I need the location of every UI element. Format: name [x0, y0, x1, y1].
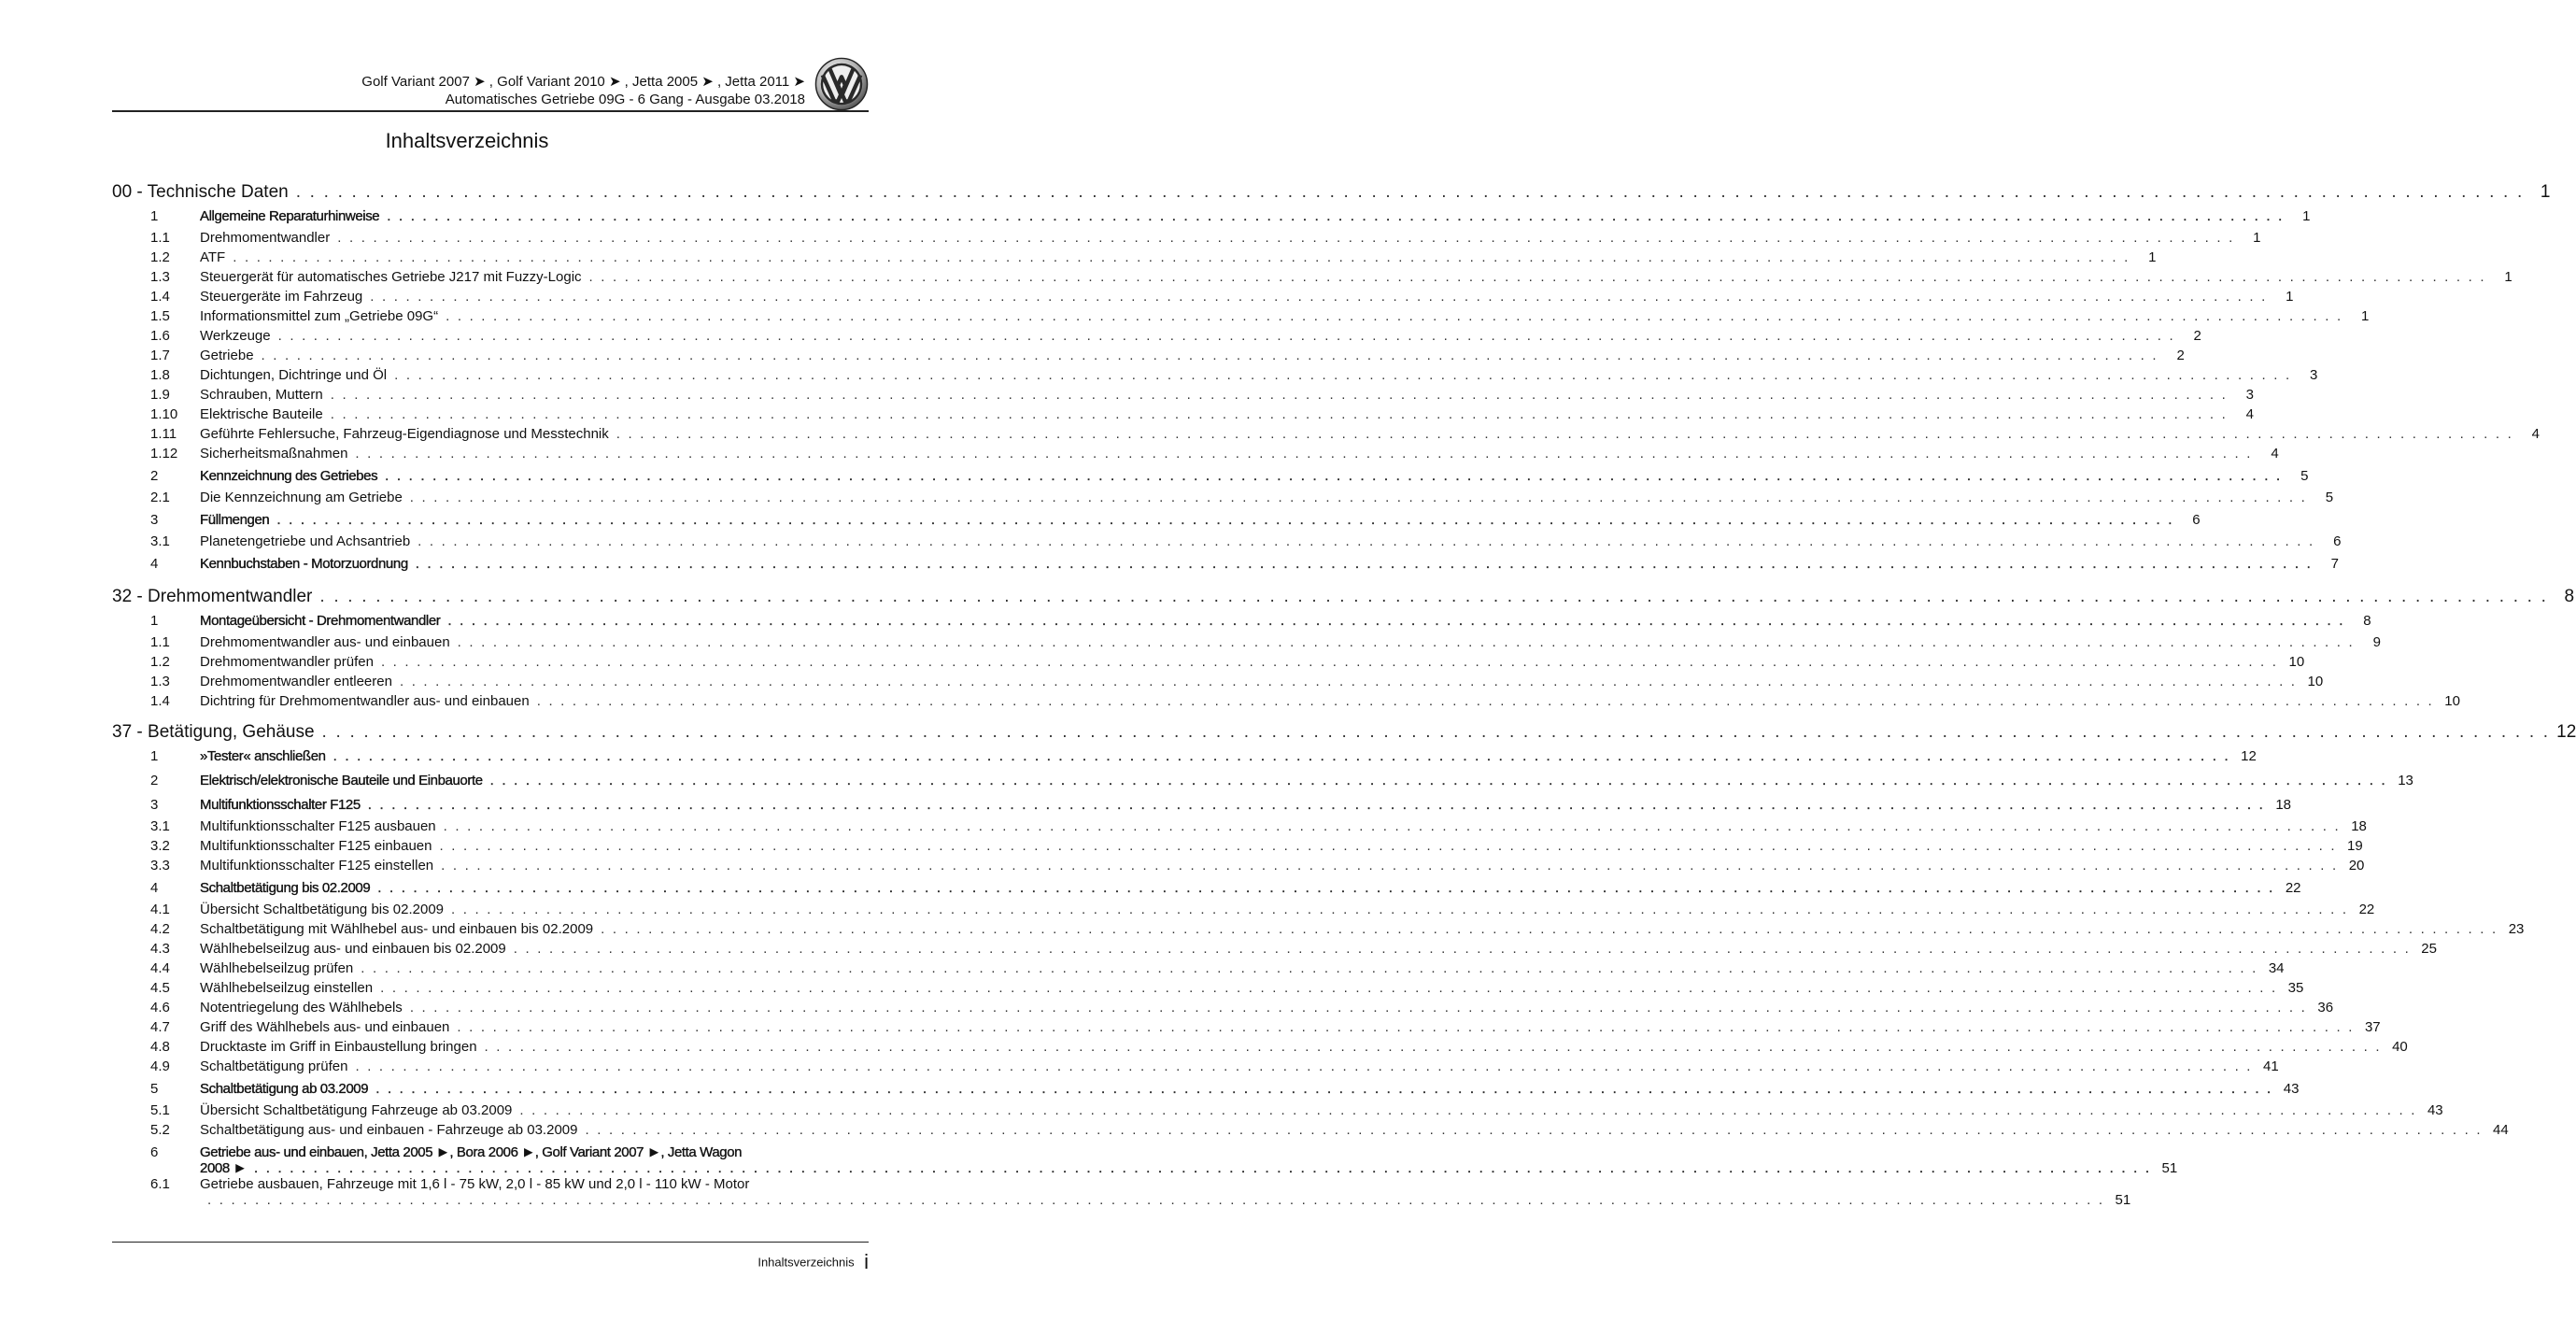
toc-section[interactable]	[112, 468, 2309, 490]
toc-entry-label: Multifunktionsschalter F125 einbauen	[200, 838, 432, 854]
toc-item[interactable]	[112, 960, 2285, 980]
dot-leader: . . . . . . . . . . . . . . . . . . . . . . . . . . . . . . . . . . . . . . . . . . . . . . . . . . . . . . . . . . . . . . . . . . . . . . . . . . . . . . . . . . . . . . . . . . . . . . . . . . . . . . . . . . . . . . . . . . . . . . . . . . . . . . . . . . . . . . . . . . . . . . . . . . . . . . . . . . . . . . . .	[380, 980, 2278, 996]
toc-page-number: 6	[2333, 533, 2342, 549]
dot-leader: . . . . . . . . . . . . . . . . . . . . . . . . . . . . . . . . . . . . . . . . . . . . . . . . . . . . . . . . . . . . . . . . . . . . . . . . . . . . . . . . . . . . . . . . . . . . . . . . . . . . . . . . . . . . . . . . . . . . . . . . . . . . . . . . . . . . . . . . . . . . . . . . . . . . . . . . . . . . . . . .	[409, 490, 2308, 505]
toc-item[interactable]	[112, 693, 2460, 713]
toc-entry-label: Steuergerät für automatisches Getriebe J217 mit Fuzzy-Logic	[200, 269, 582, 285]
toc-item[interactable]	[112, 230, 2261, 249]
toc-entry-label: Geführte Fehlersuche, Fahrzeug-Eigendiagnose und Messtechnik	[200, 426, 609, 442]
toc-page-number: 9	[2372, 634, 2381, 650]
toc-entry-number: 2	[150, 773, 159, 788]
toc-page-number: 3	[2245, 387, 2254, 403]
toc-item[interactable]	[112, 1122, 2509, 1142]
toc-entry-label: Dichtring für Drehmomentwandler aus- und einbauen	[200, 693, 530, 709]
toc-entry-label: Planetengetriebe und Achsantrieb	[200, 533, 411, 549]
dot-leader: . . . . . . . . . . . . . . . . . . . . . . . . . . . . . . . . . . . . . . . . . . . . . . . . . . . . . . . . . . . . . . . . . . . . . . . . . . . . . . . . . . . . . . . . . . . . . . . . . . . . . . . . . . . . . . . . . . . . . . . . . . . . . . . . . . . . . . . . . . . . . . . . . . . . . . . . . . . . . . . .	[375, 1081, 2273, 1097]
dot-leader: . . . . . . . . . . . . . . . . . . . . . . . . . . . . . . . . . . . . . . . . . . . . . . . . . . . . . . . . . . . . . . . . . . . . . . . . . . . . . . . . . . . . . . . . . . . . . . . . . . . . . . . . . . . . . . . . . . . . . . . . . . . . . . . . . . . . . . . . . . . . . . . . . . . . . . . . . . . . . . . .	[394, 367, 2292, 383]
dot-leader: . . . . . . . . . . . . . . . . . . . . . . . . . . . . . . . . . . . . . . . . . . . . . . . . . . . . . . . . . . . . . . . . . . . . . . . . . . . . . . . . . . . . . . . . . . . . . . . . . . . . . . . . . . . . . . . . . . . . . . . . . . . . . . . . . . . . . . . . . . . . . . . . . . . . . . . . . . . . . . . .	[321, 722, 2551, 742]
toc-entry-label: Wählhebelseilzug einstellen	[200, 980, 374, 996]
toc-section[interactable]	[112, 613, 2371, 634]
toc-entry-number: 3	[150, 512, 159, 528]
toc-entry-label: Informationsmittel zum „Getriebe 09G“	[200, 308, 439, 324]
dot-leader: . . . . . . . . . . . . . . . . . . . . . . . . . . . . . . . . . . . . . . . . . . . . . . . . . . . . . . . . . . . . . . . . . . . . . . . . . . . . . . . . . . . . . . . . . . . . . . . . . . . . . . . . . . . . . . . . . . . . . . . . . . . . . . . . . . . . . . . . . . . . . . . . . . . . . . . . . . . . . . . .	[446, 308, 2343, 324]
toc-section[interactable]	[112, 1144, 2178, 1176]
dot-leader: . . . . . . . . . . . . . . . . . . . . . . . . . . . . . . . . . . . . . . . . . . . . . . . . . . . . . . . . . . . . . . . . . . . . . . . . . . . . . . . . . . . . . . . . . . . . . . . . . . . . . . . . . . . . . . . . . . . . . . . . . . . . . . . . . . . . . . . . . . . . . . . . . . . . . . . . . . . . . . . .	[380, 654, 2279, 670]
toc-page-number: 2	[2193, 328, 2201, 344]
toc-item[interactable]	[112, 921, 2525, 941]
header-vehicle-models: Golf Variant 2007 ➤ , Golf Variant 2010 ➤ , Jetta 2005 ➤ , Jetta 2011 ➤	[361, 74, 805, 90]
dot-leader: . . . . . . . . . . . . . . . . . . . . . . . . . . . . . . . . . . . . . . . . . . . . . . . . . . . . . . . . . . . . . . . . . . . . . . . . . . . . . . . . . . . . . . . . . . . . . . . . . . . . . . . . . . . . . . . . . . . . . . . . . . . . . . . . . . . . . . . . . . . . . . . . . . . . . . . . . . . . . . . .	[333, 748, 2230, 764]
toc-entry-number: 1	[150, 613, 159, 629]
toc-entry-number: 1.2	[150, 654, 170, 670]
toc-entry-number: 1.6	[150, 328, 170, 344]
toc-entry-number: 4	[150, 556, 159, 572]
toc-entry-number: 1.8	[150, 367, 170, 383]
toc-entry-number: 1.2	[150, 249, 170, 265]
toc-page-number: 20	[2348, 858, 2365, 874]
dot-leader: . . . . . . . . . . . . . . . . . . . . . . . . . . . . . . . . . . . . . . . . . . . . . . . . . . . . . . . . . . . . . . . . . . . . . . . . . . . . . . . . . . . . . . . . . . . . . . . . . . . . . . . . . . . . . . . . . . . . . . . . . . . . . . . . . . . . . . . . . . . . . . . . . . . . . . . . . . . . . . . .	[451, 902, 2349, 917]
toc-entry-label: 37 - Betätigung, Gehäuse	[112, 722, 315, 742]
toc-entry-label-continued: 2008 ►	[200, 1160, 247, 1176]
toc-entry-label: Füllmengen	[200, 512, 270, 528]
toc-item[interactable]	[112, 858, 2365, 877]
toc-entry-label: Sicherheitsmaßnahmen	[200, 446, 348, 462]
toc-entry-label: Notentriegelung des Wählhebels	[200, 1000, 403, 1016]
toc-page-number: 18	[2351, 818, 2367, 834]
toc-section[interactable]	[112, 748, 2257, 770]
toc-section[interactable]	[112, 208, 2311, 230]
vw-logo-icon	[814, 57, 869, 111]
toc-entry-number: 1.7	[150, 348, 170, 363]
toc-entry-label: Drucktaste im Griff in Einbaustellung bringen	[200, 1039, 477, 1055]
toc-page-number: 36	[2317, 1000, 2334, 1016]
toc-item[interactable]	[112, 941, 2437, 960]
toc-item[interactable]	[112, 1058, 2279, 1078]
toc-page-number: 1	[2148, 249, 2157, 265]
toc-page-number: 12	[2556, 722, 2576, 742]
toc-entry-number: 6.1	[150, 1176, 170, 1192]
toc-entry-label: Steuergeräte im Fahrzeug	[200, 289, 363, 305]
toc-item[interactable]	[112, 348, 2185, 367]
toc-section[interactable]	[112, 880, 2301, 902]
toc-entry-label: Übersicht Schaltbetätigung Fahrzeuge ab 03.2009	[200, 1102, 513, 1118]
toc-page-number: 22	[2358, 902, 2375, 917]
toc-entry-number: 3.1	[150, 818, 170, 834]
toc-entry-label: Schaltbetätigung ab 03.2009	[200, 1081, 369, 1097]
toc-entry-number: 4.5	[150, 980, 170, 996]
toc-page-number: 40	[2392, 1039, 2408, 1055]
toc-entry-number: 3.1	[150, 533, 170, 549]
dot-leader: . . . . . . . . . . . . . . . . . . . . . . . . . . . . . . . . . . . . . . . . . . . . . . . . . . . . . . . . . . . . . . . . . . . . . . . . . . . . . . . . . . . . . . . . . . . . . . . . . . . . . . . . . . . . . . . . . . . . . . . . . . . . . . . . . . . . . . . . . . . . . . . . . . . . . . . . . . . . . . . .	[387, 208, 2285, 224]
toc-entry-number: 1.3	[150, 674, 170, 689]
toc-page-number: 41	[2263, 1058, 2279, 1074]
toc-item[interactable]	[112, 1176, 2131, 1208]
toc-page-number: 13	[2398, 773, 2413, 788]
toc-page-number: 8	[2363, 613, 2371, 629]
toc-entry-number: 1.1	[150, 634, 170, 650]
toc-page-number: 44	[2493, 1122, 2509, 1138]
footer-rule	[112, 1242, 869, 1243]
page-footer	[112, 1250, 869, 1274]
toc-entry-label: »Tester« anschließen	[200, 748, 326, 764]
dot-leader: . . . . . . . . . . . . . . . . . . . . . . . . . . . . . . . . . . . . . . . . . . . . . . . . . . . . . . . . . . . . . . . . . . . . . . . . . . . . . . . . . . . . . . . . . . . . . . . . . . . . . . . . . . . . . . . . . . . . . . . . . . . . . . . . . . . . . . . . . . . . . . . . . . . . . . . . . . . . . . . .	[513, 941, 2411, 957]
toc-entry-label: Drehmomentwandler	[200, 230, 331, 246]
toc-entry-label: Kennzeichnung des Getriebes	[200, 468, 378, 484]
toc-entry-number: 5.2	[150, 1122, 170, 1138]
dot-leader: . . . . . . . . . . . . . . . . . . . . . . . . . . . . . . . . . . . . . . . . . . . . . . . . . . . . . . . . . . . . . . . . . . . . . . . . . . . . . . . . . . . . . . . . . . . . . . . . . . . . . . . . . . . . . . . . . . . . . . . . . . . . . . . . . . . . . . . . . . . . . . . . . . . . . . . . . . . . . . . .	[409, 1000, 2308, 1016]
toc-item[interactable]	[112, 426, 2540, 446]
dot-leader: . . . . . . . . . . . . . . . . . . . . . . . . . . . . . . . . . . . . . . . . . . . . . . . . . . . . . . . . . . . . . . . . . . . . . . . . . . . . . . . . . . . . . . . . . . . . . . . . . . . . . . . . . . . . . . . . . . . . . . . . . . . . . . . . . . . . . . . . . . . . . . . . . . . . . . . . . . . . . . . .	[536, 693, 2434, 709]
dot-leader: . . . . . . . . . . . . . . . . . . . . . . . . . . . . . . . . . . . . . . . . . . . . . . . . . . . . . . . . . . . . . . . . . . . . . . . . . . . . . . . . . . . . . . . . . . . . . . . . . . . . . . . . . . . . . . . . . . . . . . . . . . . . . . . . . . . . . . . . . . . . . . . . . . . . . . . . . . . . . . . .	[484, 1039, 2382, 1055]
footer-page-number: i	[864, 1250, 869, 1273]
toc-entry-number: 3	[150, 797, 159, 813]
toc-entry-label: Drehmomentwandler aus- und einbauen	[200, 634, 450, 650]
dot-leader: . . . . . . . . . . . . . . . . . . . . . . . . . . . . . . . . . . . . . . . . . . . . . . . . . . . . . . . . . . . . . . . . . . . . . . . . . . . . . . . . . . . . . . . . . . . . . . . . . . . . . . . . . . . . . . . . . . . . . . . . . . . . . . . . . . . . . . . . . . . . . . . . . . . . . . . . . . . . . . . .	[355, 446, 2253, 462]
toc-page-number: 43	[2427, 1102, 2443, 1118]
dot-leader: . . . . . . . . . . . . . . . . . . . . . . . . . . . . . . . . . . . . . . . . . . . . . . . . . . . . . . . . . . . . . . . . . . . . . . . . . . . . . . . . . . . . . . . . . . . . . . . . . . . . . . . . . . . . . . . . . . . . . . . . . . . . . . . . . . . . . . . . . . . . . . . . . . . . . . . . . . . . . . . .	[447, 613, 2345, 629]
dot-leader: . . . . . . . . . . . . . . . . . . . . . . . . . . . . . . . . . . . . . . . . . . . . . . . . . . . . . . . . . . . . . . . . . . . . . . . . . . . . . . . . . . . . . . . . . . . . . . . . . . . . . . . . . . . . . . . . . . . . . . . . . . . . . . . . . . . . . . . . . . . . . . . . . . . . . . . . . . . . . . . .	[601, 921, 2498, 937]
toc-page-number: 1	[2253, 230, 2261, 246]
document-title: Inhaltsverzeichnis	[385, 129, 549, 152]
toc-item[interactable]	[112, 446, 2279, 465]
toc-entry-number: 1	[150, 208, 159, 224]
toc-page-number: 1	[2286, 289, 2294, 305]
toc-page-number: 8	[2564, 587, 2575, 606]
toc-entry-number: 3.3	[150, 858, 170, 874]
toc-entry-label: Übersicht Schaltbetätigung bis 02.2009	[200, 902, 445, 917]
toc-page-number: 43	[2283, 1081, 2300, 1097]
toc-page-number: 4	[2271, 446, 2279, 462]
toc-entry-label: 00 - Technische Daten	[112, 182, 289, 202]
dot-leader: . . . . . . . . . . . . . . . . . . . . . . . . . . . . . . . . . . . . . . . . . . . . . . . . . . . . . . . . . . . . . . . . . . . . . . . . . . . . . . . . . . . . . . . . . . . . . . . . . . . . . . . . . . . . . . . . . . . . . . . . . . . . . . . . . . . . . . . . . . . . . . . . . . . . . . . . . . . . . . . .	[330, 406, 2228, 422]
dot-leader: . . . . . . . . . . . . . . . . . . . . . . . . . . . . . . . . . . . . . . . . . . . . . . . . . . . . . . . . . . . . . . . . . . . . . . . . . . . . . . . . . . . . . . . . . . . . . . . . . . . . . . . . . . . . . . . . . . . . . . . . . . . . . . . . . . . . . . . . . . . . . . . . . . . . . . . . . . . . . . . .	[277, 328, 2175, 344]
toc-entry-number: 4.1	[150, 902, 170, 917]
toc-entry-number: 4.8	[150, 1039, 170, 1055]
toc-item[interactable]	[112, 674, 2324, 693]
footer-section-name: Inhaltsverzeichnis	[757, 1255, 855, 1270]
dot-leader: . . . . . . . . . . . . . . . . . . . . . . . . . . . . . . . . . . . . . . . . . . . . . . . . . . . . . . . . . . . . . . . . . . . . . . . . . . . . . . . . . . . . . . . . . . . . . . . . . . . . . . . . . . . . . . . . . . . . . . . . . . . . . . . . . . . . . . . . . . . . . . . . . . . . . . . . . . . . . . . .	[361, 960, 2258, 976]
toc-entry-label: Allgemeine Reparaturhinweise	[200, 208, 380, 224]
toc-item[interactable]	[112, 249, 2157, 269]
toc-item[interactable]	[112, 980, 2304, 1000]
toc-entry-label: Schaltbetätigung prüfen	[200, 1058, 348, 1074]
toc-entry-number: 4	[150, 880, 159, 896]
toc-entry-label: Griff des Wählhebels aus- und einbauen	[200, 1019, 450, 1035]
toc-entry-label: Schaltbetätigung aus- und einbauen - Fahrzeuge ab 03.2009	[200, 1122, 578, 1138]
dot-leader: . . . . . . . . . . . . . . . . . . . . . . . . . . . . . . . . . . . . . . . . . . . . . . . . . . . . . . . . . . . . . . . . . . . . . . . . . . . . . . . . . . . . . . . . . . . . . . . . . . . . . . . . . . . . . . . . . . . . . . . . . . . . . . . . . . . . . . . . . . . . . . . . . . . . . . . . . . . . . . . .	[276, 512, 2174, 528]
dot-leader: . . . . . . . . . . . . . . . . . . . . . . . . . . . . . . . . . . . . . . . . . . . . . . . . . . . . . . . . . . . . . . . . . . . . . . . . . . . . . . . . . . . . . . . . . . . . . . . . . . . . . . . . . . . . . . . . . . . . . . . . . . . . . . . . . . . . . . . . . . . . . . . . . . . . . . . . . . . . . . . .	[319, 587, 2549, 606]
toc-entry-number: 4.6	[150, 1000, 170, 1016]
toc-entry-number: 1.11	[150, 426, 177, 442]
dot-leader: . . . . . . . . . . . . . . . . . . . . . . . . . . . . . . . . . . . . . . . . . . . . . . . . . . . . . . . . . . . . . . . . . . . . . . . . . . . . . . . . . . . . . . . . . . . . . . . . . . . . . . . . . . . . . . . . . . . . . . . . . . . . . . . . . . . . . . . . . . . . . . . . . . . . . . . . . . . . . . . .	[399, 674, 2298, 689]
toc-entry-label: Montageübersicht - Drehmomentwandler	[200, 613, 441, 629]
toc-item[interactable]	[112, 838, 2363, 858]
dot-leader: . . . . . . . . . . . . . . . . . . . . . . . . . . . . . . . . . . . . . . . . . . . . . . . . . . . . . . . . . . . . . . . . . . . . . . . . . . . . . . . . . . . . . . . . . . . . . . . . . . . . . . . . . . . . . . . . . . . . . . . . . . . . . . . . . . . . . . . . . . . . . . . . . . . . . . . . . . . . . . . .	[441, 858, 2339, 874]
toc-section[interactable]	[112, 773, 2413, 794]
toc-entry-label: Die Kennzeichnung am Getriebe	[200, 490, 403, 505]
toc-entry-label: Wählhebelseilzug aus- und einbauen bis 02.2009	[200, 941, 506, 957]
toc-item[interactable]	[112, 1000, 2334, 1019]
toc-entry-label: Schaltbetätigung bis 02.2009	[200, 880, 371, 896]
toc-entry-number: 1.1	[150, 230, 170, 246]
toc-page-number: 35	[2287, 980, 2304, 996]
toc-page-number: 1	[2540, 182, 2551, 202]
toc-entry-label: Getriebe aus- und einbauen, Jetta 2005 ►, Bora 2006 ►, Golf Variant 2007 ►, Jetta Wagon	[200, 1144, 743, 1160]
toc-entry-label: Dichtungen, Dichtringe und Öl	[200, 367, 388, 383]
toc-page-number: 1	[2360, 308, 2370, 324]
dot-leader: . . . . . . . . . . . . . . . . . . . . . . . . . . . . . . . . . . . . . . . . . . . . . . . . . . . . . . . . . . . . . . . . . . . . . . . . . . . . . . . . . . . . . . . . . . . . . . . . . . . . . . . . . . . . . . . . . . . . . . . . . . . . . . . . . . . . . . . . . . . . . . . . . . . . . . . . . . . . . . . .	[489, 773, 2387, 788]
toc-entry-number: 5	[150, 1081, 159, 1097]
toc-item[interactable]	[112, 818, 2367, 838]
toc-entry-label: Wählhebelseilzug prüfen	[200, 960, 354, 976]
toc-page-number: 34	[2268, 960, 2285, 976]
toc-chapter[interactable]	[112, 182, 2551, 206]
toc-item[interactable]	[112, 1039, 2408, 1058]
toc-page-number: 25	[2421, 941, 2437, 957]
toc-entry-number: 1	[150, 748, 159, 764]
toc-entry-label: 32 - Drehmomentwandler	[112, 587, 313, 606]
dot-leader: . . . . . . . . . . . . . . . . . . . . . . . . . . . . . . . . . . . . . . . . . . . . . . . . . . . . . . . . . . . . . . . . . . . . . . . . . . . . . . . . . . . . . . . . . . . . . . . . . . . . . . . . . . . . . . . . . . . . . . . . . . . . . . . . . . . . . . . . . . . . . . . . . . . . . . . . . . . . . . . .	[588, 269, 2486, 285]
toc-entry-number: 1.9	[150, 387, 170, 403]
dot-leader: . . . . . . . . . . . . . . . . . . . . . . . . . . . . . . . . . . . . . . . . . . . . . . . . . . . . . . . . . . . . . . . . . . . . . . . . . . . . . . . . . . . . . . . . . . . . . . . . . . . . . . . . . . . . . . . . . . . . . . . . . . . . . . . . . . . . . . . . . . . . . . . . . . . . . . . . . . . . . . . .	[261, 348, 2158, 363]
header-edition: Automatisches Getriebe 09G - 6 Gang - Ausgabe 03.2018	[445, 92, 805, 107]
toc-page-number: 1	[2504, 269, 2512, 285]
toc-entry-number: 1.12	[150, 446, 178, 462]
toc-page-number: 37	[2364, 1019, 2381, 1035]
toc-entry-number: 1.4	[150, 289, 170, 305]
dot-leader: . . . . . . . . . . . . . . . . . . . . . . . . . . . . . . . . . . . . . . . . . . . . . . . . . . . . . . . . . . . . . . . . . . . . . . . . . . . . . . . . . . . . . . . . . . . . . . . . . . . . . . . . . . . . . . . . . . . . . . . . . . . . . . . . . . . . . . . . . . . . . . . . . . . . . . . . . . . . . . . .	[355, 1058, 2253, 1074]
toc-page-number: 12	[2241, 748, 2257, 764]
toc-page-number: 4	[2245, 406, 2254, 422]
toc-entry-label: Drehmomentwandler entleeren	[200, 674, 392, 689]
toc-item[interactable]	[112, 308, 2370, 328]
toc-entry-number: 4.7	[150, 1019, 170, 1035]
toc-entry-number: 1.3	[150, 269, 170, 285]
dot-leader: . . . . . . . . . . . . . . . . . . . . . . . . . . . . . . . . . . . . . . . . . . . . . . . . . . . . . . . . . . . . . . . . . . . . . . . . . . . . . . . . . . . . . . . . . . . . . . . . . . . . . . . . . . . . . . . . . . . . . . . . . . . . . . . . . . . . . . . . . . . . . . . . . . . . . . . . . . . . . . . .	[415, 556, 2313, 572]
toc-page-number: 51	[2161, 1160, 2178, 1176]
dot-leader: . . . . . . . . . . . . . . . . . . . . . . . . . . . . . . . . . . . . . . . . . . . . . . . . . . . . . . . . . . . . . . . . . . . . . . . . . . . . . . . . . . . . . . . . . . . . . . . . . . . . . . . . . . . . . . . . . . . . . . . . . . . . . . . . . . . . . . . . . . . . . . . . . . . . . . . . . . . . . . . .	[385, 468, 2283, 484]
toc-item[interactable]	[112, 289, 2294, 308]
toc-page-number: 10	[2288, 654, 2305, 670]
toc-item[interactable]	[112, 406, 2254, 426]
toc-entry-label: Getriebe ausbauen, Fahrzeuge mit 1,6 l - 75 kW, 2,0 l - 85 kW und 2,0 l - 110 kW - Motor	[200, 1176, 750, 1192]
page-header	[112, 73, 805, 108]
dot-leader: . . . . . . . . . . . . . . . . . . . . . . . . . . . . . . . . . . . . . . . . . . . . . . . . . . . . . . . . . . . . . . . . . . . . . . . . . . . . . . . . . . . . . . . . . . . . . . . . . . . . . . . . . . . . . . . . . . . . . . . . . . . . . . . . . . . . . . . . . . . . . . . . . . . . . . . . . . . . . . . .	[370, 289, 2268, 305]
toc-page-number: 4	[2531, 426, 2540, 442]
toc-entry-label: Drehmomentwandler prüfen	[200, 654, 374, 670]
toc-entry-number: 4.9	[150, 1058, 170, 1074]
toc-page-number: 19	[2347, 838, 2363, 854]
toc-page-number: 22	[2285, 880, 2301, 896]
toc-entry-number: 5.1	[150, 1102, 170, 1118]
dot-leader: . . . . . . . . . . . . . . . . . . . . . . . . . . . . . . . . . . . . . . . . . . . . . . . . . . . . . . . . . . . . . . . . . . . . . . . . . . . . . . . . . . . . . . . . . . . . . . . . . . . . . . . . . . . . . . . . . . . . . . . . . . . . . . . . . . . . . . . . . . . . . . . . . . . . . . . . . . . . . . . .	[253, 1160, 2152, 1176]
toc-entry-number: 4.2	[150, 921, 170, 937]
toc-page-number: 5	[2325, 490, 2334, 505]
toc-page-number: 7	[2330, 556, 2339, 572]
toc-entry-label: Elektrische Bauteile	[200, 406, 323, 422]
toc-entry-number: 4.3	[150, 941, 170, 957]
toc-item[interactable]	[112, 490, 2334, 509]
toc-entry-label: Multifunktionsschalter F125 einstellen	[200, 858, 434, 874]
toc-entry-label: Multifunktionsschalter F125	[200, 797, 361, 813]
dot-leader: . . . . . . . . . . . . . . . . . . . . . . . . . . . . . . . . . . . . . . . . . . . . . . . . . . . . . . . . . . . . . . . . . . . . . . . . . . . . . . . . . . . . . . . . . . . . . . . . . . . . . . . . . . . . . . . . . . . . . . . . . . . . . . . . . . . . . . . . . . . . . . . . . . . . . . . . . . . . . . . .	[616, 426, 2513, 442]
dot-leader: . . . . . . . . . . . . . . . . . . . . . . . . . . . . . . . . . . . . . . . . . . . . . . . . . . . . . . . . . . . . . . . . . . . . . . . . . . . . . . . . . . . . . . . . . . . . . . . . . . . . . . . . . . . . . . . . . . . . . . . . . . . . . . . . . . . . . . . . . . . . . . . . . . . . . . . . . . . . . . . .	[457, 634, 2355, 650]
header-rule	[112, 110, 869, 112]
toc-entry-number: 1.5	[150, 308, 170, 324]
toc-entry-label: Kennbuchstaben - Motorzuordnung	[200, 556, 408, 572]
toc-page-number: 1	[2302, 208, 2311, 224]
table-of-contents	[112, 182, 2576, 1208]
toc-entry-number: 2.1	[150, 490, 170, 505]
dot-leader: . . . . . . . . . . . . . . . . . . . . . . . . . . . . . . . . . . . . . . . . . . . . . . . . . . . . . . . . . . . . . . . . . . . . . . . . . . . . . . . . . . . . . . . . . . . . . . . . . . . . . . . . . . . . . . . . . . . . . . . . . . . . . . . . . . . . . . . . . . . . . . . . . . . . . . . . . . . . . . . .	[443, 818, 2341, 834]
toc-chapter[interactable]	[112, 587, 2575, 611]
dot-leader: . . . . . . . . . . . . . . . . . . . . . . . . . . . . . . . . . . . . . . . . . . . . . . . . . . . . . . . . . . . . . . . . . . . . . . . . . . . . . . . . . . . . . . . . . . . . . . . . . . . . . . . . . . . . . . . . . . . . . . . . . . . . . . . . . . . . . . . . . . . . . . . . . . . . . . . . . . . . . . . .	[377, 880, 2275, 896]
dot-leader: . . . . . . . . . . . . . . . . . . . . . . . . . . . . . . . . . . . . . . . . . . . . . . . . . . . . . . . . . . . . . . . . . . . . . . . . . . . . . . . . . . . . . . . . . . . . . . . . . . . . . . . . . . . . . . . . . . . . . . . . . . . . . . . . . . . . . . . . . . . . . . . . . . . . . . . . . . . . . . . .	[439, 838, 2337, 854]
dot-leader: . . . . . . . . . . . . . . . . . . . . . . . . . . . . . . . . . . . . . . . . . . . . . . . . . . . . . . . . . . . . . . . . . . . . . . . . . . . . . . . . . . . . . . . . . . . . . . . . . . . . . . . . . . . . . . . . . . . . . . . . . . . . . . . . . . . . . . . . . . . . . . . . . . . . . . . . . . . . . . . .	[337, 230, 2235, 246]
toc-item[interactable]	[112, 367, 2318, 387]
toc-entry-number: 3.2	[150, 838, 170, 854]
toc-page-number: 51	[2115, 1192, 2131, 1208]
toc-page-number: 2	[2176, 348, 2185, 363]
toc-page-number: 18	[2275, 797, 2292, 813]
toc-item[interactable]	[112, 328, 2201, 348]
toc-item[interactable]	[112, 1019, 2381, 1039]
toc-page-number: 10	[2307, 674, 2324, 689]
dot-leader: . . . . . . . . . . . . . . . . . . . . . . . . . . . . . . . . . . . . . . . . . . . . . . . . . . . . . . . . . . . . . . . . . . . . . . . . . . . . . . . . . . . . . . . . . . . . . . . . . . . . . . . . . . . . . . . . . . . . . . . . . . . . . . . . . . . . . . . . . . . . . . . . . . . . . . . . . . . . . . . .	[519, 1102, 2417, 1118]
toc-page-number: 6	[2192, 512, 2201, 528]
toc-entry-number: 1.4	[150, 693, 170, 709]
toc-item[interactable]	[112, 1102, 2443, 1122]
dot-leader: . . . . . . . . . . . . . . . . . . . . . . . . . . . . . . . . . . . . . . . . . . . . . . . . . . . . . . . . . . . . . . . . . . . . . . . . . . . . . . . . . . . . . . . . . . . . . . . . . . . . . . . . . . . . . . . . . . . . . . . . . . . . . . . . . . . . . . . . . . . . . . . . . . . . . . . . . . . . . . . .	[295, 182, 2525, 202]
dot-leader: . . . . . . . . . . . . . . . . . . . . . . . . . . . . . . . . . . . . . . . . . . . . . . . . . . . . . . . . . . . . . . . . . . . . . . . . . . . . . . . . . . . . . . . . . . . . . . . . . . . . . . . . . . . . . . . . . . . . . . . . . . . . . . . . . . . . . . . . . . . . . . . . . . . . . . . . . . . . . . . .	[367, 797, 2266, 813]
toc-item[interactable]	[112, 533, 2342, 553]
toc-item[interactable]	[112, 387, 2254, 406]
toc-item[interactable]	[112, 654, 2305, 674]
toc-page-number: 23	[2508, 921, 2525, 937]
toc-entry-label: Schaltbetätigung mit Wählhebel aus- und einbauen bis 02.2009	[200, 921, 594, 937]
toc-section[interactable]	[112, 797, 2292, 818]
toc-entry-label: Elektrisch/elektronische Bauteile und Einbauorte	[200, 773, 483, 788]
toc-page-number: 5	[2300, 468, 2309, 484]
toc-entry-label: ATF	[200, 249, 226, 265]
dot-leader: . . . . . . . . . . . . . . . . . . . . . . . . . . . . . . . . . . . . . . . . . . . . . . . . . . . . . . . . . . . . . . . . . . . . . . . . . . . . . . . . . . . . . . . . . . . . . . . . . . . . . . . . . . . . . . . . . . . . . . . . . . . . . . . . . . . . . . . . . . . . . . . . . . . . . . . . . . . . . . . .	[585, 1122, 2483, 1138]
dot-leader: . . . . . . . . . . . . . . . . . . . . . . . . . . . . . . . . . . . . . . . . . . . . . . . . . . . . . . . . . . . . . . . . . . . . . . . . . . . . . . . . . . . . . . . . . . . . . . . . . . . . . . . . . . . . . . . . . . . . . . . . . . . . . . . . . . . . . . . . . . . . . . . . . . . . . . . . . . . . . . . .	[330, 387, 2228, 403]
dot-leader: . . . . . . . . . . . . . . . . . . . . . . . . . . . . . . . . . . . . . . . . . . . . . . . . . . . . . . . . . . . . . . . . . . . . . . . . . . . . . . . . . . . . . . . . . . . . . . . . . . . . . . . . . . . . . . . . . . . . . . . . . . . . . . . . . . . . . . . . . . . . . . . . . . . . . . . . . . . . . . . .	[418, 533, 2315, 549]
toc-entry-number: 2	[150, 468, 159, 484]
toc-item[interactable]	[112, 269, 2512, 289]
toc-section[interactable]	[112, 556, 2339, 577]
toc-entry-label: Multifunktionsschalter F125 ausbauen	[200, 818, 436, 834]
toc-page-number: 3	[2310, 367, 2318, 383]
toc-item[interactable]	[112, 902, 2375, 921]
dot-leader: . . . . . . . . . . . . . . . . . . . . . . . . . . . . . . . . . . . . . . . . . . . . . . . . . . . . . . . . . . . . . . . . . . . . . . . . . . . . . . . . . . . . . . . . . . . . . . . . . . . . . . . . . . . . . . . . . . . . . . . . . . . . . . . . . . . . . . . . . . . . . . . . . . . . . . . . . . . . . . . .	[457, 1019, 2355, 1035]
toc-entry-label: Schrauben, Muttern	[200, 387, 323, 403]
toc-chapter[interactable]	[112, 722, 2576, 746]
toc-entry-label: Werkzeuge	[200, 328, 271, 344]
toc-entry-number: 4.4	[150, 960, 170, 976]
toc-entry-number: 6	[150, 1144, 159, 1160]
toc-entry-label: Getriebe	[200, 348, 254, 363]
toc-section[interactable]	[112, 1081, 2300, 1102]
toc-entry-number: 1.10	[150, 406, 178, 422]
dot-leader: . . . . . . . . . . . . . . . . . . . . . . . . . . . . . . . . . . . . . . . . . . . . . . . . . . . . . . . . . . . . . . . . . . . . . . . . . . . . . . . . . . . . . . . . . . . . . . . . . . . . . . . . . . . . . . . . . . . . . . . . . . . . . . . . . . . . . . . . . . . . . . . . . . . . . . . . . . . . . . . .	[233, 249, 2130, 265]
toc-item[interactable]	[112, 634, 2381, 654]
toc-page-number: 10	[2444, 693, 2460, 709]
dot-leader: . . . . . . . . . . . . . . . . . . . . . . . . . . . . . . . . . . . . . . . . . . . . . . . . . . . . . . . . . . . . . . . . . . . . . . . . . . . . . . . . . . . . . . . . . . . . . . . . . . . . . . . . . . . . . . . . . . . . . . . . . . . . . . . . . . . . . . . . . . . . . . . . . . . . . . . . . . . . . . . .	[207, 1192, 2105, 1208]
toc-section[interactable]	[112, 512, 2201, 533]
